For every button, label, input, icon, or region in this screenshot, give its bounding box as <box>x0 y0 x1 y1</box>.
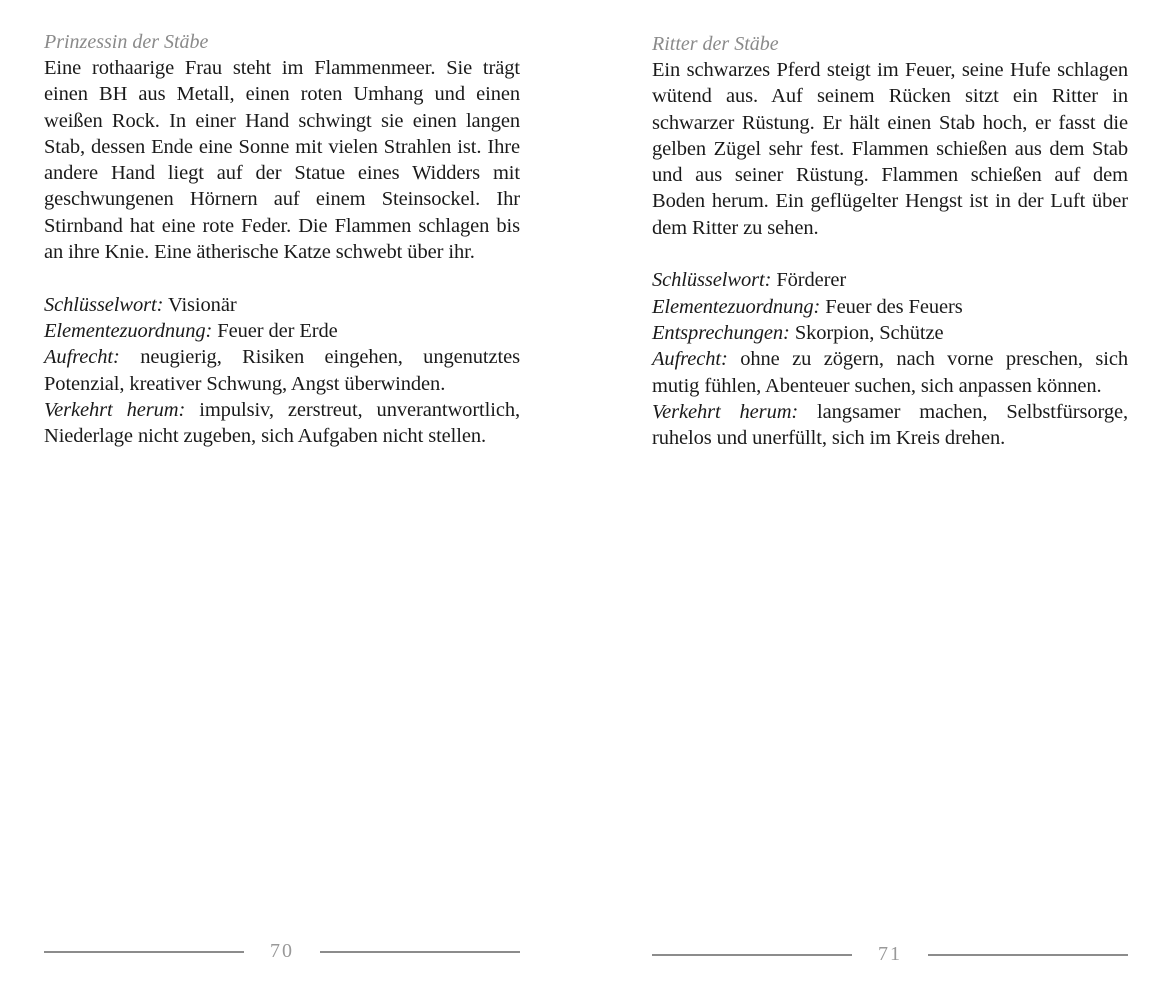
attribute-label: Elementezuordnung: <box>44 319 213 342</box>
attribute-keyword <box>652 267 1128 293</box>
attribute-value: Förderer <box>771 269 847 292</box>
attribute-value: Skorpion, Schütze <box>789 321 944 344</box>
attribute-label: Aufrecht: <box>44 346 120 369</box>
footer-rule <box>320 951 520 953</box>
attribute-value: neugierig, Risiken eingehen, ungenutztes Potenzial, kreativer Schwung, Angst überwinden. <box>44 346 520 395</box>
card-title: Ritter der Stäbe <box>652 33 779 55</box>
attribute-label: Schlüsselwort: <box>44 293 164 316</box>
left-page-footer <box>44 940 520 963</box>
attribute-value: langsamer machen, Selbstfürsorge, ruhelos und unerfüllt, sich im Kreis drehen. <box>652 400 1129 450</box>
attribute-element <box>652 294 1128 320</box>
card-description: Eine rothaarige Frau steht im Flammenmeer. Sie trägt einen BH aus Metall, einen roten Umhang und einen weißen Rock. In einer Hand schwingt sie einen langen Stab, dessen Ende eine Sonne mit vielen Strahlen ist. Ihre andere Hand liegt auf der Statue eines Widders mit geschwungenen Hörnern auf einem Steinsockel. Ihr Stirnband hat eine rote Feder. Die Flammen schlagen bis an ihre Knie. Eine ätherische Katze schwebt über ihr. <box>44 57 520 264</box>
attribute-label: Elementezuordnung: <box>652 295 821 318</box>
attribute-upright <box>652 346 1128 399</box>
attribute-value: impulsiv, zerstreut, unverantwortlich, Niederlage nicht zugeben, sich Aufgaben nicht stellen. <box>44 398 521 448</box>
attribute-value: ohne zu zögern, nach vorne preschen, sich mutig fühlen, Abenteuer suchen, sich anpassen können. <box>652 348 1128 397</box>
footer-rule <box>652 954 852 956</box>
attribute-reversed <box>652 399 1128 452</box>
attribute-label: Verkehrt herum: <box>44 398 186 421</box>
attribute-value: Feuer der Erde <box>212 319 338 342</box>
left-page <box>44 0 520 449</box>
footer-rule <box>928 954 1128 956</box>
spacer <box>652 241 1128 267</box>
page-number: 71 <box>878 943 902 965</box>
right-page-footer <box>652 943 1128 966</box>
card-description: Ein schwarzes Pferd steigt im Feuer, seine Hufe schlagen wütend aus. Auf seinem Rücken sitzt ein Ritter in schwarzer Rüstung. Er hält einen Stab hoch, er fasst die gelben Zügel sehr fest. Flammen schießen aus dem Stab und aus seiner Rüstung. Flammen schießen auf dem Boden herum. Ein geflügelter Hengst ist in der Luft über dem Ritter zu sehen. <box>652 59 1128 239</box>
attribute-value: Feuer des Feuers <box>820 295 963 318</box>
attribute-label: Schlüsselwort: <box>652 269 772 292</box>
attribute-keyword <box>44 292 520 318</box>
attribute-correspondences <box>652 320 1128 346</box>
attribute-element <box>44 318 520 344</box>
attribute-value: Visionär <box>163 293 237 316</box>
right-page <box>652 0 1128 451</box>
page-number: 70 <box>270 940 294 962</box>
attribute-label: Verkehrt herum: <box>652 400 799 423</box>
footer-rule <box>44 951 244 953</box>
attribute-label: Aufrecht: <box>652 348 728 371</box>
attribute-upright <box>44 344 520 397</box>
spacer <box>44 265 520 291</box>
attribute-label: Entsprechungen: <box>652 321 790 344</box>
card-title: Prinzessin der Stäbe <box>44 31 209 53</box>
attribute-reversed <box>44 397 520 450</box>
